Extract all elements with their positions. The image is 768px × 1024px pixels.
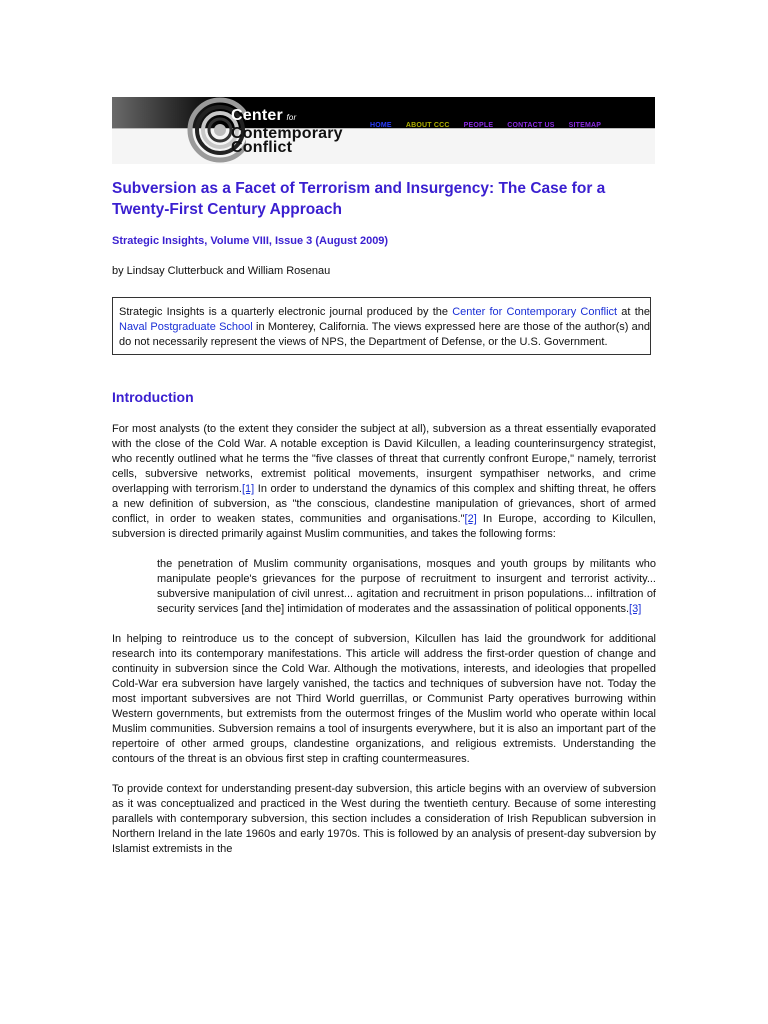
paragraph-2: In helping to reintroduce us to the concept of subversion, Kilcullen has laid the groundwork for additional research into its contemporary manifestations. This article will address the first-order question of change and continuity in subversion since the Cold War. Although the motivations, interests, and ideologies that propelled Cold-War era subversion have largely vanished, the tactics and techniques of subversion have not. Today the most important subversives are not Third World guerrillas, or Communist Party operatives burrowing within Western governments, but extremists from the outermost fringes of the Muslim world who operate within local Muslim communities. Subversion remains a tool of insurgents everywhere, but it is also an important part of the repertoire of other armed groups, clandestine organizations, and religious extremists. Understanding the contours of the threat is an obvious first step in crafting countermeasures.: [112, 633, 656, 765]
p1-text-b: In order to understand the dynamics of this complex and shifting threat, he offers a new definition of subversion, as "the conscious, clandestine manipulation of grievances, short of armed conflict, in order to weaken states, communities and organisations.": [112, 483, 657, 525]
nav-people[interactable]: PEOPLE: [463, 122, 494, 129]
logo-line1: Center: [231, 107, 283, 124]
byline: by Lindsay Clutterbuck and William Rosenau: [112, 265, 331, 277]
logo-line3: Conflict: [231, 139, 293, 156]
nav-about[interactable]: ABOUT CCC: [405, 122, 450, 129]
paragraph-3: To provide context for understanding present-day subversion, this article begins with an overview of subversion as it was conceptualized and practiced in the West during the twentieth century. Because of some interesting parallels with contemporary subversion, this section includes a consideration of Irish Republican subversion in Northern Ireland in the late 1960s and early 1970s. This is followed by an analysis of present-day subversion by Islamist extremists in the: [112, 783, 656, 855]
section-heading-introduction: Introduction: [112, 389, 194, 405]
issue-line: Strategic Insights, Volume VIII, Issue 3 (August 2009): [112, 235, 389, 247]
logo-line1-small: for: [286, 113, 297, 122]
nps-link[interactable]: Naval Postgraduate School: [119, 321, 253, 333]
block-quote: [157, 557, 656, 617]
paragraph-1: [112, 422, 656, 542]
p1-text-a: For most analysts (to the extent they consider the subject at all), subversion as a threat essentially evaporated with the close of the Cold War. A notable exception is David Kilcullen, a leading counterinsurgency strategist, who recently outlined what he terms the "five classes of threat that currently confront Europe," namely, terrorist cells, subversive networks, extremist political movements, insurgent sympathiser networks, and crime overlapping with terrorism.: [112, 423, 656, 495]
info-text-3: in Monterey, California. The views expressed here are those of the author(s) and do not necessarily represent the views of NPS, the Department of Defense, or the U.S. Government.: [119, 321, 651, 348]
footnote-link-1[interactable]: [1]: [242, 483, 255, 495]
nav-sitemap[interactable]: SITEMAP: [568, 122, 602, 129]
quote-text: the penetration of Muslim community organisations, mosques and youth groups by militants who manipulate people's grievances for the purpose of recruitment to insurgent and terrorist activity... subversive manipulation of civil unrest... agitation and recruitment in prison populations... infiltration of security services [and the] intimidation of moderates and the assassination of political opponents.: [157, 558, 656, 615]
ccc-link[interactable]: Center for Contemporary Conflict: [452, 306, 618, 318]
p1-text-c: In Europe, according to Kilcullen, subversion is directed primarily against Muslim communities, and takes the following forms:: [112, 513, 656, 540]
nav-home[interactable]: HOME: [370, 122, 392, 129]
logo-wordmark: [231, 109, 343, 155]
info-text-1: Strategic Insights is a quarterly electronic journal produced by the: [119, 306, 453, 318]
nav-contact[interactable]: CONTACT US: [507, 122, 555, 129]
logo-line2: Contemporary: [231, 125, 343, 142]
top-nav: [370, 122, 601, 129]
journal-info-box: [112, 297, 651, 355]
footnote-link-3[interactable]: [3]: [629, 603, 642, 615]
article-body: [112, 422, 656, 872]
article-title: Subversion as a Facet of Terrorism and Insurgency: The Case for a Twenty-First Century Approach: [112, 180, 606, 218]
info-text-2: at the: [617, 306, 650, 318]
site-banner: [112, 97, 655, 164]
footnote-link-2[interactable]: [2]: [464, 513, 477, 525]
